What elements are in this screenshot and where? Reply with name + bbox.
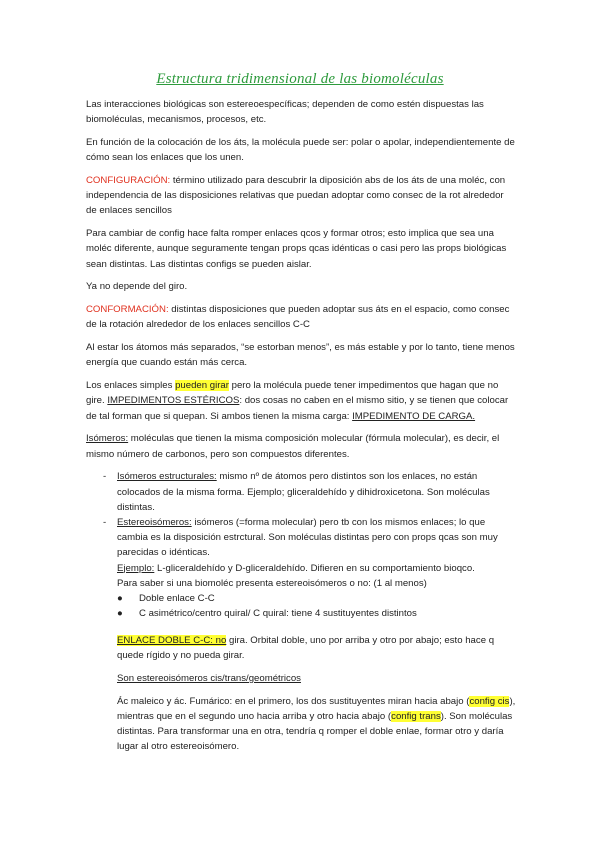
term-isomeros: Isómeros: — [86, 433, 129, 445]
document-body — [86, 97, 516, 762]
term-conformacion: CONFORMACIÓN: — [86, 304, 169, 316]
text-segment: : dos cosas no caben en el mismo sitio, y se tienen que colocar de tal forman que si quepan. Si ambos tienen la misma carga: — [86, 395, 509, 422]
paragraph-cambiar-config: Para cambiar de config hace falta romper enlaces qcos y formar otros; esto implica que sea una moléc diferente, aunque seguramente tengan props qcas idénticas o casi pero las props biológicas sean distintas. Las distintas configs se pueden aislar. — [86, 228, 507, 270]
text-segment: pero la molécula puede tener impedimentos que hagan que no gire. — [86, 380, 499, 407]
ejemplo-line — [86, 561, 516, 576]
bullet-text: C asimétrico/centro quiral/ C quiral: tiene 4 sustituyentes distintos — [139, 608, 417, 620]
dash-marker: - — [103, 517, 107, 529]
bullet-item — [86, 591, 516, 606]
paragraph-enlaces-simples — [86, 378, 516, 424]
paragraph-conformacion — [86, 302, 516, 332]
text-segment: ). Son moléculas distintas. Para transformar una en otra, tendría q romper el doble enlae, formar otro y daría lugar al otro estereoisómero. — [117, 711, 513, 753]
paragraph-maleico-fumarico — [86, 694, 516, 755]
term-ejemplo: Ejemplo: — [117, 562, 155, 574]
paragraph-energia: Al estar los átomos más separados, “se estorban menos”, es más estable y por lo tanto, tiene menos energía que cuando están más cerca. — [86, 342, 515, 369]
definition-text: mismo nº de átomos pero distintos son los enlaces, no están colocados de la misma forma. Ejemplo; gliceraldehído y dihidroxicetona. Son moléculas distintas. — [117, 471, 490, 513]
enlace-doble-text: gira. Orbital doble, uno por arriba y otro por abajo; esto hace q quede rígido y no pueda girar. — [117, 635, 495, 662]
bullet-text: Doble enlace C-C — [139, 593, 215, 605]
bullet-dot: ● — [117, 608, 123, 620]
definition-text: isómeros (=forma molecular) pero tb con los mismos enlaces; lo que cambia es la disposición estrctural. Son moléculas distintas pero con props qcas son muy parecidas o idénticas. — [117, 517, 498, 559]
paragraph-configuracion — [86, 173, 516, 219]
highlight-config-cis: config cis — [469, 695, 510, 707]
paragraph-polarity: En función de la colocación de los áts, la molécula puede ser: polar o apolar, independientemente de cómo sean los enlaces que los unen. — [86, 137, 515, 164]
highlight-config-trans: config trans — [391, 711, 441, 723]
term-isomeros-estructurales: Isómeros estructurales: — [117, 471, 217, 483]
text-segment: Los enlaces simples — [86, 380, 176, 392]
ejemplo-text: L-gliceraldehído y D-gliceraldehído. Difieren en su comportamiento bioqco. — [154, 562, 475, 574]
paragraph-giro: Ya no depende del giro. — [86, 281, 188, 293]
paragraph-isomeros — [86, 431, 516, 461]
text-segment: Ác maleico y ác. Fumárico: en el primero, los dos sustituyentes miran hacia abajo ( — [117, 695, 470, 707]
dash-marker: - — [103, 471, 107, 483]
term-impedimentos-estericos: IMPEDIMENTOS ESTÉRICOS — [107, 395, 240, 407]
definition-conformacion: distintas disposiciones que pueden adoptar sus áts en el espacio, como consec de la rotación alrededor de los enlaces sencillos C-C — [86, 304, 510, 331]
definition-configuracion: término utilizado para descubrir la diposición abs de los áts de una moléc, con independencia de las disposiciones relativas que puedan adoptar como consec de la rot alrededor de enlaces sencillos — [86, 175, 506, 217]
term-impedimento-carga: IMPEDIMENTO DE CARGA. — [352, 410, 476, 422]
isomer-list — [86, 469, 516, 621]
bullet-dot: ● — [117, 593, 123, 605]
highlight-enlace-doble: ENLACE DOBLE C-C: no — [117, 635, 227, 647]
list-item — [86, 515, 516, 561]
para-saber-line: Para saber si una biomoléc presenta estereoisómeros o no: (1 al menos) — [117, 577, 427, 589]
document-title: Estructura tridimensional de las biomoléculas — [156, 71, 444, 87]
text-segment: ), mientras que en el segundo uno hacia arriba y otro hacia abajo ( — [117, 695, 516, 723]
list-item — [86, 469, 516, 515]
paragraph-cis-trans: Son estereoisómeros cis/trans/geométricos — [117, 673, 301, 685]
term-configuracion: CONFIGURACIÓN: — [86, 175, 171, 186]
term-estereoisomeros: Estereoisómeros: — [117, 517, 192, 529]
paragraph-intro: Las interacciones biológicas son estereoespecíficas; dependen de como estén dispuestas las biomoléculas, mecanismos, procesos, etc. — [86, 99, 484, 126]
paragraph-enlace-doble — [86, 633, 516, 663]
highlight-pueden-girar: pueden girar — [175, 380, 229, 392]
bullet-item — [86, 606, 516, 621]
definition-isomeros: moléculas que tienen la misma composición molecular (fórmula molecular), es decir, el mismo número de carbonos, pero son compuestos diferentes. — [86, 433, 500, 460]
